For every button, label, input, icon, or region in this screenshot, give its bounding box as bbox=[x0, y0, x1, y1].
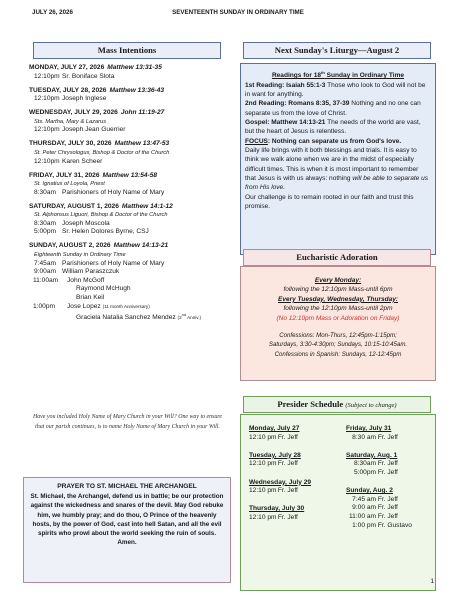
presider-entry: 12:10 pm Fr. Jeff bbox=[249, 513, 298, 521]
presider-column-weekdays bbox=[249, 425, 339, 523]
adoration-tw-text: following the 12:10pm Mass-until 2pm bbox=[283, 305, 393, 313]
mass-intention-line: 12:10pm Joseph Inglese bbox=[34, 95, 107, 103]
presider-entry: 8:30 am Fr. Jeff bbox=[352, 433, 398, 441]
mass-day-date: THURSDAY, JULY 30, 2026 Matthew 13:47-53 bbox=[29, 140, 170, 148]
presider-day-heading: Friday, July 31 bbox=[346, 425, 392, 432]
prayer-text: St. Michael, the Archangel, defend us in battle; be our protection against the wickedness and snares of the devil. May God rebuke him, we humbly pray; and do thou, O Prince of the heavenly hosts, by the power of God, cast into hell Satan, and all the evil spirits who prowl about the world seeking the ruin of souls. Amen. bbox=[30, 493, 224, 547]
presider-entry: 11:00 am Fr. Jeff bbox=[348, 512, 398, 520]
mass-day-feast: St. Peter Chrysologus, Bishop & Doctor of the Church bbox=[34, 149, 170, 156]
mass-day-feast: Eighteenth Sunday in Ordinary Time bbox=[34, 252, 126, 259]
bulletin-date: JULY 26, 2026 bbox=[32, 9, 73, 16]
presider-entry: 7:45 am Fr. Jeff bbox=[352, 495, 398, 503]
mass-day-date: FRIDAY, JULY 31, 2026 Matthew 13:54-58 bbox=[29, 171, 158, 179]
first-reading: 1st Reading: Isaiah 55:1-3 Those who look to God will not be in want for anything. bbox=[245, 81, 426, 98]
mass-intention-line: 12:10pm Karen Scheer bbox=[34, 157, 103, 165]
mass-intention-line: 8:30am Joseph Moscola bbox=[34, 219, 110, 227]
second-reading: 2nd Reading: Romans 8:35, 37-39 Nothing and no one can separate us from the love of Christ. bbox=[245, 100, 421, 117]
next-sunday-title: Next Sunday's Liturgy—August 2 bbox=[243, 42, 431, 59]
mass-intention-extra: Graciela Natalia Sanchez Mendez (2nd Anniv.) bbox=[76, 312, 202, 322]
mass-intention-extra: Raymond McHugh bbox=[76, 285, 131, 293]
confession-schedule bbox=[245, 331, 431, 359]
presider-entry: 5:00pm Fr. Jeff bbox=[354, 468, 398, 476]
bulletin-title: SEVENTEENTH SUNDAY IN ORDINARY TIME bbox=[172, 9, 304, 16]
adoration-monday-heading: Every Monday: bbox=[314, 277, 362, 284]
mass-day-date: TUESDAY, JULY 28, 2026 Matthew 13:36-43 bbox=[29, 86, 165, 94]
mass-day-date: WEDNESDAY, JULY 29, 2026 John 11:19-27 bbox=[29, 109, 165, 117]
presider-entry: 12:10 pm Fr. Jeff bbox=[249, 433, 298, 441]
mass-intention-line: 8:30am Parishioners of Holy Name of Mary bbox=[34, 188, 165, 196]
mass-day-feast: Sts. Martha, Mary & Lazarus bbox=[34, 118, 107, 125]
focus-line: FOCUS: Nothing can separate us from God's love. bbox=[245, 137, 402, 145]
confession-line: Saturdays, 3:30-4:30pm; Sundays, 10:15-10:45am. bbox=[268, 341, 408, 349]
adoration-friday-note: (No 12:10pm Mass or Adoration on Friday) bbox=[276, 314, 400, 322]
presider-schedule-title: Presider Schedule (Subject to change) bbox=[243, 396, 431, 413]
next-sunday-box bbox=[240, 63, 436, 255]
st-michael-prayer-box bbox=[23, 477, 231, 583]
page-number: 1 bbox=[430, 578, 434, 585]
adoration-monday-text: following the 12:10pm Mass-until 6pm bbox=[283, 286, 393, 294]
mass-days bbox=[29, 64, 227, 237]
adoration-box bbox=[240, 266, 436, 381]
mass-day-feast: St. Alphonsus Liguori, Bishop & Doctor of the Church bbox=[34, 212, 168, 219]
presider-day-heading: Saturday, Aug. 1 bbox=[346, 451, 398, 459]
presider-entry: 1:00 pm Fr. Gustavo bbox=[352, 521, 412, 529]
mass-intentions-title: Mass Intentions bbox=[33, 42, 221, 59]
presider-day-heading: Sunday, Aug. 2 bbox=[346, 487, 393, 495]
mass-intention-line: 5:00pm Sr. Helen Dolores Byrne, CSJ bbox=[34, 228, 149, 236]
challenge-text: Our challenge is to remain rooted in our faith and trust this promise. bbox=[245, 193, 414, 210]
readings-heading: Readings for 18th Sunday in Ordinary Time bbox=[271, 70, 405, 80]
reflection-text: Daily life brings with it both blessings and trials. It is easy to think we walk alone when we are in the midst of especially difficult times. This is when it is most important to remember that Jesus is with us always: nothing will be able to separate us from His love. bbox=[245, 146, 429, 192]
confession-line: Confessions: Mon-Thurs, 12:45pm-1:15pm; bbox=[279, 332, 397, 340]
mass-intention-line: 12:10pm Sr. Boniface Slota bbox=[34, 72, 115, 80]
mass-day-feast: St. Ignatius of Loyola, Priest bbox=[34, 181, 105, 188]
mass-intention-line: 9:00am William Paraszczuk bbox=[34, 268, 120, 276]
presider-entry: 12:10 pm Fr. Jeff bbox=[249, 460, 298, 468]
presider-day-heading: Thursday, July 30 bbox=[249, 505, 305, 513]
prayer-title: PRAYER TO ST. MICHAEL THE ARCHANGEL bbox=[57, 483, 197, 490]
presider-entry: 12:10 pm Fr. Jeff bbox=[249, 487, 298, 495]
presider-entry: 9:00 am Fr. Jeff bbox=[352, 504, 398, 512]
mass-intention-line: 7:45am Parishioners of Holy Name of Mary bbox=[34, 259, 165, 267]
gospel-reading: Gospel: Matthew 14:13-21 The needs of the world are vast, but the heart of Jesus is relentless. bbox=[245, 118, 421, 136]
presider-schedule-box bbox=[240, 414, 436, 591]
mass-day-date: SATURDAY, AUGUST 1, 2026 Matthew 14:1-12 bbox=[29, 202, 173, 210]
will-reminder-note: Have you included Holy Name of Mary Church in your Will? One way to ensure that our parish continues, is to name Holy Name of Mary Church in your Will. bbox=[32, 414, 222, 430]
adoration-tw-heading: Every Tuesday, Wednesday, Thursday: bbox=[278, 295, 398, 303]
mass-intention-extra: Brian Keil bbox=[76, 294, 105, 301]
presider-day-heading: Wednesday, July 29 bbox=[249, 478, 312, 486]
presider-column-weekend bbox=[346, 425, 434, 530]
presider-entry: 8:30am Fr. Jeff bbox=[354, 460, 398, 468]
presider-day-heading: Monday, July 27 bbox=[249, 425, 300, 432]
mass-day-date: MONDAY, JULY 27, 2026 Matthew 13:31-35 bbox=[29, 64, 162, 71]
mass-day-date: SUNDAY, AUGUST 2, 2026 Matthew 14:13-21 bbox=[29, 242, 169, 250]
mass-intentions-list bbox=[29, 64, 227, 323]
presider-day-heading: Tuesday, July 28 bbox=[249, 451, 301, 459]
page-header bbox=[32, 9, 434, 19]
mass-intention-line: 11:00am John McGoff bbox=[33, 276, 105, 284]
confession-line: Confessions in Spanish: Sundays, 12-12:45pm bbox=[274, 350, 402, 358]
mass-intention-line: 12:10pm Joseph Jean Guerrier bbox=[34, 126, 126, 134]
mass-intention-line: 1:00pm Jose Lopez (11 month Anniversary) bbox=[33, 302, 150, 310]
adoration-title: Eucharistic Adoration bbox=[243, 249, 431, 266]
